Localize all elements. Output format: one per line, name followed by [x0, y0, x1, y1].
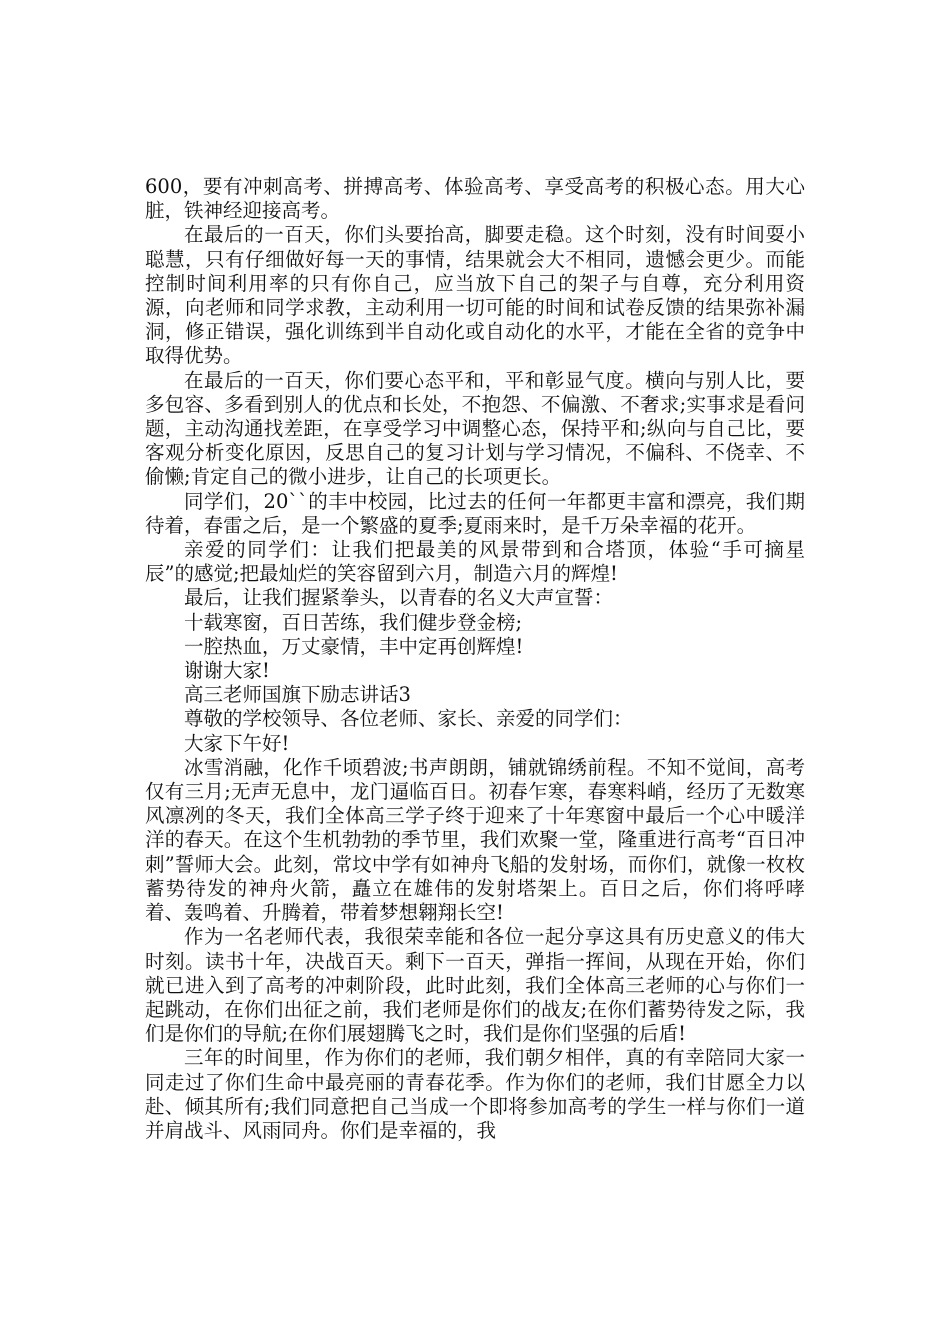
paragraph-1: 600，要有冲刺高考、拼搏高考、体验高考、享受高考的积极心态。用大心脏，铁神经迎接高考。: [145, 175, 805, 223]
section-heading: 高三老师国旗下励志讲话3: [184, 683, 411, 707]
greeting: 大家下午好!: [184, 731, 290, 755]
document-page: [145, 175, 805, 1143]
oath-line-1: 十载寒窗，百日苦练，我们健步登金榜;: [184, 610, 523, 634]
paragraph-4: 同学们，20``的丰中校园，比过去的任何一年都更丰富和漂亮，我们期待着，春雷之后，是一个繁盛的夏季;夏雨来时，是千万朵幸福的花开。: [145, 489, 805, 537]
paragraph-13: 冰雪消融，化作千顷碧波;书声朗朗，铺就锦绣前程。不知不觉间，高考仅有三月;无声无息中，龙门逼临百日。初春乍寒，春寒料峭，经历了无数寒风凛冽的冬天，我们全体高三学子终于迎来了十年寒窗中最后一个心中暖洋洋的春天。在这个生机勃勃的季节里，我们欢聚一堂，隆重进行高考“百日冲刺”誓师大会。此刻，常坟中学有如神舟飞船的发射场，而你们，就像一枚枚蓄势待发的神舟火箭，矗立在雄伟的发射塔架上。百日之后，你们将呼哮着、轰鸣着、升腾着，带着梦想翱翔长空!: [145, 755, 805, 925]
paragraph-5: 亲爱的同学们：让我们把最美的风景带到和合塔顶，体验“手可摘星辰”的感觉;把最灿烂的笑容留到六月，制造六月的辉煌!: [145, 538, 805, 586]
salutation: 尊敬的学校领导、各位老师、家长、亲爱的同学们：: [184, 707, 633, 731]
paragraph-14: 作为一名老师代表，我很荣幸能和各位一起分享这具有历史意义的伟大时刻。读书十年，决战百天。剩下一百天，弹指一挥间，从现在开始，你们就已进入到了高考的冲刺阶段，此时此刻，我们全体高三老师的心与你们一起跳动，在你们出征之前，我们老师是你们的战友;在你们蓄势待发之际，我们是你们的导航;在你们展翅腾飞之时，我们是你们坚强的后盾!: [145, 925, 805, 1046]
paragraph-6: 最后，让我们握紧拳头，以青春的名义大声宣誓：: [184, 586, 614, 610]
thanks-line: 谢谢大家!: [184, 659, 270, 683]
paragraph-15: 三年的时间里，作为你们的老师，我们朝夕相伴，真的有幸陪同大家一同走过了你们生命中最亮丽的青春花季。作为你们的老师，我们甘愿全力以赴、倾其所有;我们同意把自己当成一个即将参加高考的学生一样与你们一道并肩战斗、风雨同舟。你们是幸福的，我: [145, 1046, 805, 1142]
paragraph-2: 在最后的一百天，你们头要抬高，脚要走稳。这个时刻，没有时间耍小聪慧，只有仔细做好每一天的事情，结果就会大不相同，遗憾会更少。而能控制时间利用率的只有你自己，应当放下自己的架子与自尊，充分利用资源，向老师和同学求教，主动利用一切可能的时间和试卷反馈的结果弥补漏洞，修正错误，强化训练到半自动化或自动化的水平，才能在全省的竞争中取得优势。: [145, 223, 805, 368]
paragraph-3: 在最后的一百天，你们要心态平和，平和彰显气度。横向与别人比，要多包容、多看到别人的优点和长处，不抱怨、不偏激、不奢求;实事求是看问题，主动沟通找差距，在享受学习中调整心态，保持平和;纵向与自己比，要客观分析变化原因，反思自己的复习计划与学习情况，不偏科、不侥幸、不偷懒;肯定自己的微小进步，让自己的长项更长。: [145, 368, 805, 489]
oath-line-2: 一腔热血，万丈豪情，丰中定再创辉煌!: [184, 634, 524, 658]
